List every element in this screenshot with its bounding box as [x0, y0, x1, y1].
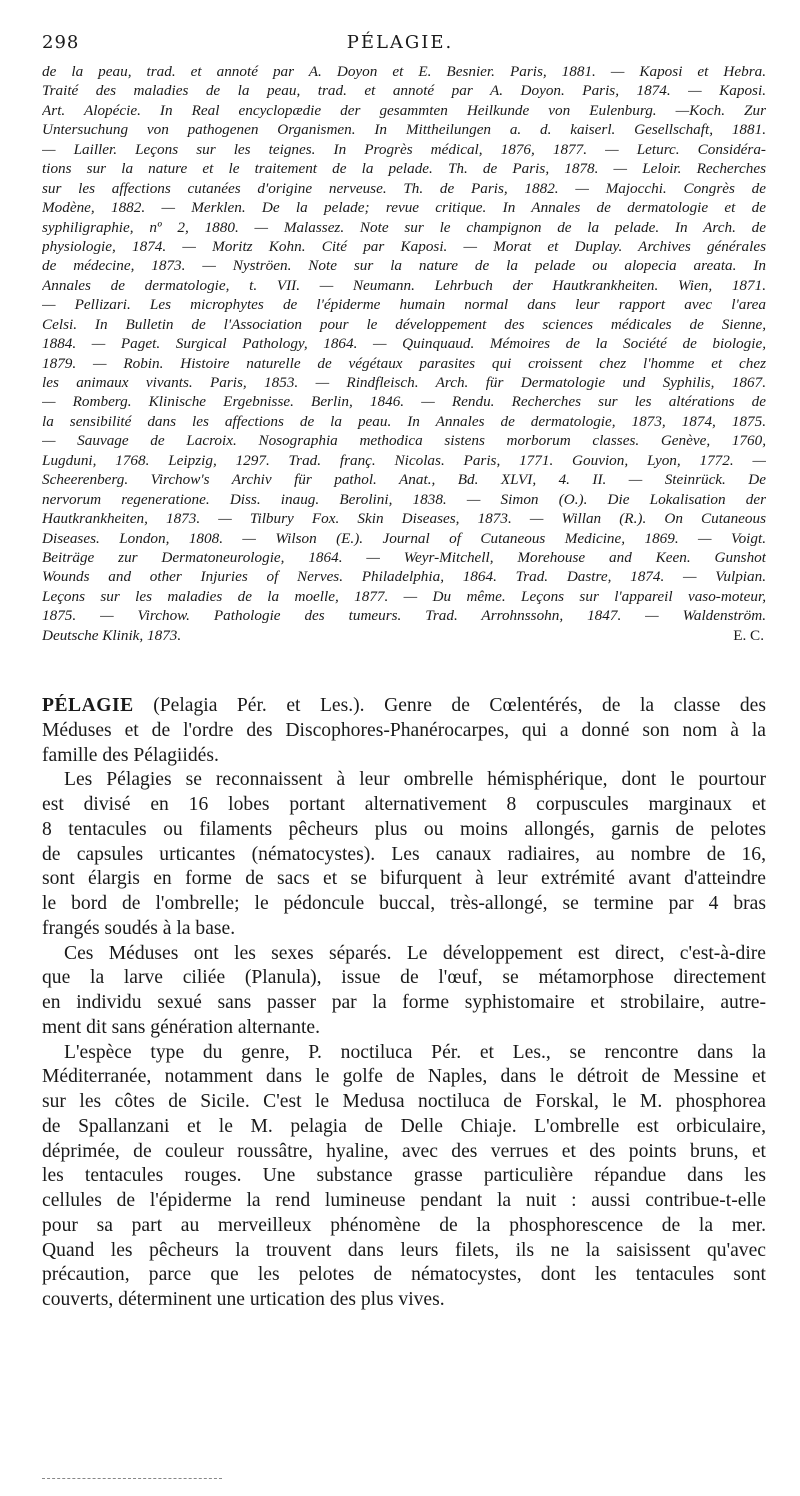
article-line: ment dit sans génération alternante.: [42, 1016, 321, 1038]
bibliography-last-line: [42, 626, 766, 645]
bibliography-line: Modène, 1882. — Merklen. De la pelade; revue critique. In Annales de dermatologie et de: [42, 199, 766, 217]
bibliography-line: 1875. — Virchow. Pathologie des tumeurs. Trad. Arrohnssohn, 1847. — Waldenström.: [42, 607, 766, 625]
bibliography-line: de médecine, 1873. — Nyströen. Note sur la nature de la pelade ou alopecia areata. In: [42, 257, 766, 275]
article-line: précaution, parce que les pelotes de nématocystes, dont les tentacules sont: [42, 1264, 766, 1286]
bibliography-line: Leçons sur les maladies de la moelle, 1877. — Du même. Leçons sur l'appareil vaso-moteur,: [42, 587, 766, 605]
article-line: que la larve ciliée (Planula), issue de l'œuf, se métamorphose directement: [42, 967, 766, 989]
running-title: PÉLAGIE.: [346, 32, 454, 53]
bibliography-line: nervorum regeneratione. Diss. inaug. Berolini, 1838. — Simon (O.). Die Lokalisation der: [42, 490, 766, 508]
bibliography-line: — Pellizari. Les microphytes de l'épiderme humain normal dans leur rapport avec l'area: [42, 296, 766, 314]
article-line: L'espèce type du genre, P. noctiluca Pér. et Les., se rencontre dans la: [64, 1041, 766, 1063]
bibliography-line: — Romberg. Klinische Ergebnisse. Berlin, 1846. — Rendu. Recherches sur les altérations de: [42, 393, 766, 411]
article-line: est divisé en 16 lobes portant alternativement 8 corpuscules marginaux et: [42, 794, 766, 815]
article-first-line: [42, 694, 766, 719]
bibliography-line: 1879. — Robin. Histoire naturelle de végétaux parasites qui croissent chez l'homme et chez: [42, 354, 766, 372]
article-line: sont élargis en forme de sacs et se bifurquent à leur extrémité avant d'atteindre: [42, 868, 766, 890]
article-line: les tentacules rouges. Une substance grasse particulière répandue dans les: [42, 1165, 766, 1187]
bibliography-line: Lugduni, 1768. Leipzig, 1297. Trad. franç. Nicolas. Paris, 1771. Gouvion, Lyon, 1772. —: [42, 451, 766, 469]
bibliography-line: — Sauvage de Lacroix. Nosographia methodica sistens morborum classes. Genève, 1760,: [42, 432, 766, 450]
bibliography-line: Deutsche Klinik, 1873.: [42, 626, 182, 644]
article-line: de capsules urticantes (nématocystes). Les canaux radiaires, au nombre de 16,: [42, 843, 766, 865]
article-line: Ces Méduses ont les sexes séparés. Le développement est direct, c'est-à-dire: [64, 942, 766, 964]
article-line: (Pelagia Pér. et Les.). Genre de Cœlentérés, de la classe des: [133, 695, 766, 716]
entry-headword: PÉLAGIE: [42, 695, 134, 716]
article-line: Quand les pêcheurs la trouvent dans leurs filets, ils ne la saisissent qu'avec: [42, 1239, 766, 1261]
article-line: Méditerranée, notamment dans le golfe de Naples, dans le détroit de Messine et: [42, 1066, 766, 1088]
bibliography-line: 1884. — Paget. Surgical Pathology, 1864. — Quinquaud. Mémoires de la Société de biologie,: [42, 335, 766, 353]
author-signature: E. C.: [733, 626, 764, 644]
article-line: en individu sexué sans passer par la forme syphistomaire et strobilaire, autre-: [42, 992, 766, 1013]
bibliography-line: syphiligraphie, nº 2, 1880. — Malassez. Note sur le champignon de la pelade. In Arch. de: [42, 218, 766, 236]
bibliography-block: [42, 62, 766, 645]
article-line: pour sa part au merveilleux phénomène de la phosphorescence de la mer.: [42, 1214, 766, 1236]
bibliography-line: Untersuchung von pathogenen Organismen. In Mittheilungen a. d. kaiserl. Gesellschaft, 1881.: [42, 121, 766, 139]
bibliography-line: la sensibilité dans les affections de la peau. In Annales de dermatologie, 1873, 1874, 1875.: [42, 412, 766, 430]
article-line: de Spallanzani et le M. pelagia de Delle Chiaje. L'ombrelle est orbiculaire,: [42, 1115, 766, 1137]
article-line: Méduses et de l'ordre des Discophores-Phanérocarpes, qui a donné son nom à la: [42, 719, 766, 741]
article-line: couverts, déterminent une urtication des plus vives.: [42, 1289, 445, 1310]
bibliography-line: de la peau, trad. et annoté par A. Doyon et E. Besnier. Paris, 1881. — Kaposi et Hebra.: [42, 63, 766, 80]
bibliography-line: Beiträge zur Dermatoneurologie, 1864. — Weyr-Mitchell, Morehouse and Keen. Gunshot: [42, 548, 766, 566]
article-line: sur les côtes de Sicile. C'est le Medusa noctiluca de Forskal, le M. phosphorea: [42, 1091, 766, 1112]
bibliography-line: Scheerenberg. Virchow's Archiv für pathol. Anat., Bd. XLVI, 4. II. — Steinrück. De: [42, 471, 766, 489]
article-pelagie: [42, 694, 766, 1313]
footer-rule: [42, 1478, 222, 1479]
article-line: le bord de l'ombrelle; le pédoncule buccal, très-allongé, se termine par 4 bras: [42, 893, 766, 914]
bibliography-line: Annales de dermatologie, t. VII. — Neumann. Lehrbuch der Hautkrankheiten. Wien, 1871.: [42, 276, 766, 294]
article-line: frangés soudés à la base.: [42, 917, 236, 939]
article-line: Les Pélagies se reconnaissent à leur ombrelle hémisphérique, dont le pourtour: [64, 769, 766, 791]
article-line: famille des Pélagiidés.: [42, 744, 219, 766]
page-number: 298: [42, 32, 80, 53]
bibliography-line: les animaux vivants. Paris, 1853. — Rindfleisch. Arch. für Dermatologie und Syphilis, 1867.: [42, 374, 766, 391]
bibliography-line: Celsi. In Bulletin de l'Association pour le développement des sciences médicales de Sienne,: [42, 315, 766, 333]
bibliography-line: Diseases. London, 1808. — Wilson (E.). Journal of Cutaneous Medicine, 1869. — Voigt.: [42, 529, 766, 547]
bibliography-line: — Lailler. Leçons sur les teignes. In Progrès médical, 1876, 1877. — Leturc. Considéra-: [42, 140, 766, 158]
article-line: cellules de l'épiderme la rend lumineuse pendant la nuit : aussi contribue-t-elle: [42, 1190, 766, 1211]
bibliography-line: Art. Alopécie. In Real encyclopædie der gesammten Heilkunde von Eulenburg. —Koch. Zur: [42, 101, 766, 119]
bibliography-line: Traité des maladies de la peau, trad. et annoté par A. Doyon. Paris, 1874. — Kaposi.: [42, 82, 766, 100]
bibliography-line: Hautkrankheiten, 1873. — Tilbury Fox. Skin Diseases, 1873. — Willan (R.). On Cutaneous: [42, 510, 766, 528]
bibliography-line: sur les affections cutanées d'origine nerveuse. Th. de Paris, 1882. — Majocchi. Congrès de: [42, 179, 766, 197]
bibliography-line: Wounds and other Injuries of Nerves. Philadelphia, 1864. Trad. Dastre, 1874. — Vulpian.: [42, 568, 766, 586]
article-line: 8 tentacules ou filaments pêcheurs plus ou moins allongés, garnis de pelotes: [42, 818, 766, 840]
article-line: déprimée, de couleur roussâtre, hyaline, avec des verrues et des points bruns, et: [42, 1140, 766, 1162]
bibliography-line: tions sur la nature et le traitement de la pelade. Th. de Paris, 1878. — Leloir. Recherches: [42, 160, 766, 178]
bibliography-line: physiologie, 1874. — Moritz Kohn. Cité par Kaposi. — Morat et Duplay. Archives générales: [42, 237, 766, 255]
page-header: [42, 32, 758, 56]
